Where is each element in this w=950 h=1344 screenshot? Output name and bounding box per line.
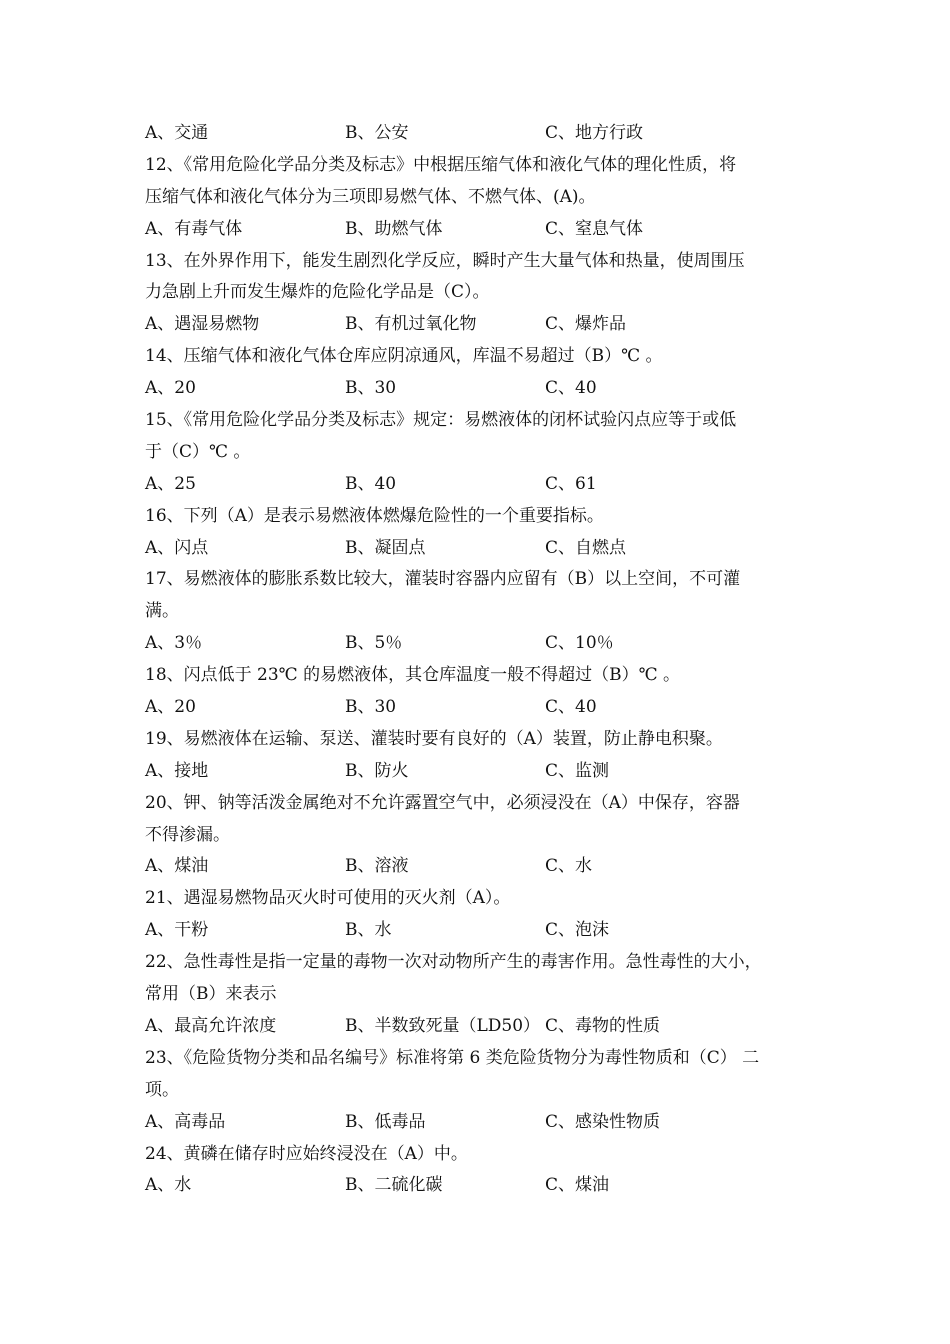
option-c: C、毒物的性质 <box>545 1015 661 1036</box>
option-a: A、煤油 <box>145 856 209 877</box>
option-b: B、公安 <box>345 123 409 143</box>
option-c: C、水 <box>545 856 593 877</box>
option-c: C、监测 <box>545 760 610 781</box>
option-a: A、25 <box>145 473 196 494</box>
answer-options-row <box>145 373 812 405</box>
option-b: B、二硫化碳 <box>345 1175 443 1196</box>
answer-options-row <box>145 214 812 246</box>
option-c: C、爆炸品 <box>545 314 627 335</box>
option-a: A、交通 <box>145 123 209 143</box>
question-text-line: 15、《常用危险化学品分类及标志》规定：易燃液体的闭杯试验闪点应等于或低 <box>145 410 737 431</box>
option-b: B、30 <box>345 697 397 718</box>
option-a: A、20 <box>145 378 196 399</box>
option-c: C、61 <box>545 473 597 494</box>
option-a: A、闪点 <box>145 537 209 558</box>
answer-options-row <box>145 1107 812 1139</box>
answer-options-row <box>145 628 812 660</box>
option-b: B、40 <box>345 473 397 494</box>
question-list <box>145 118 812 1202</box>
question-text-line: 于（C）℃ 。 <box>145 441 251 462</box>
question-text-line: 不得渗漏。 <box>145 824 230 845</box>
answer-options-row <box>145 1011 812 1043</box>
question-text-line: 项。 <box>145 1079 179 1100</box>
option-a: A、接地 <box>145 760 209 781</box>
question-text-line: 力急剧上升而发生爆炸的危险化学品是（C）。 <box>145 282 490 303</box>
question-text-line: 21、遇湿易燃物品灭火时可使用的灭火剂（A）。 <box>145 888 511 909</box>
option-c: C、感染性物质 <box>545 1111 661 1132</box>
answer-options-row <box>145 851 812 883</box>
option-c: C、40 <box>545 697 597 718</box>
question-text-line: 17、易燃液体的膨胀系数比较大，灌装时容器内应留有（B）以上空间，不可灌 <box>145 569 741 590</box>
option-c: C、10％ <box>545 633 614 654</box>
question-text-line: 12、《常用危险化学品分类及标志》中根据压缩气体和液化气体的理化性质，将 <box>145 154 737 175</box>
option-c: C、40 <box>545 378 597 399</box>
question-text-line: 23、《危险货物分类和品名编号》标准将第 6 类危险货物分为毒性物质和（C） 二 <box>145 1047 760 1068</box>
answer-options-row <box>145 1170 812 1202</box>
option-b: B、水 <box>345 920 392 941</box>
question-text-line: 19、易燃液体在运输、泵送、灌装时要有良好的（A）装置，防止静电积聚。 <box>145 728 723 749</box>
option-c: C、自燃点 <box>545 537 627 558</box>
answer-options-row <box>145 118 812 150</box>
option-b: B、溶液 <box>345 856 409 877</box>
answer-options-row <box>145 915 812 947</box>
answer-options-row <box>145 533 812 565</box>
option-b: B、有机过氧化物 <box>345 314 477 335</box>
question-text-line: 13、在外界作用下，能发生剧烈化学反应，瞬时产生大量气体和热量，使周围压 <box>145 250 745 271</box>
option-c: C、窒息气体 <box>545 218 644 239</box>
question-text-line: 22、急性毒性是指一定量的毒物一次对动物所产生的毒害作用。急性毒性的大小， <box>145 952 762 973</box>
option-a: A、水 <box>145 1175 192 1196</box>
option-c: C、泡沫 <box>545 920 610 941</box>
option-b: B、半数致死量（LD50） <box>345 1015 541 1036</box>
answer-options-row <box>145 309 812 341</box>
question-text-line: 常用（B）来表示 <box>145 984 277 1005</box>
option-c: C、煤油 <box>545 1175 610 1196</box>
question-text-line: 16、下列（A）是表示易燃液体燃爆危险性的一个重要指标。 <box>145 505 604 526</box>
option-a: A、干粉 <box>145 920 209 941</box>
answer-options-row <box>145 692 812 724</box>
option-b: B、凝固点 <box>345 537 426 558</box>
option-a: A、高毒品 <box>145 1111 226 1132</box>
question-text-line: 压缩气体和液化气体分为三项即易燃气体、不燃气体、(A)。 <box>145 186 596 207</box>
question-text-line: 18、闪点低于 23℃ 的易燃液体，其仓库温度一般不得超过（B）℃ 。 <box>145 665 681 686</box>
option-b: B、低毒品 <box>345 1111 426 1132</box>
question-text-line: 20、钾、钠等活泼金属绝对不允许露置空气中，必须浸没在（A）中保存，容器 <box>145 792 740 813</box>
option-c: C、地方行政 <box>545 123 644 143</box>
answer-options-row <box>145 469 812 501</box>
option-b: B、5％ <box>345 633 403 654</box>
option-a: A、3％ <box>145 633 203 654</box>
option-a: A、20 <box>145 697 196 718</box>
option-a: A、遇湿易燃物 <box>145 314 260 335</box>
option-b: B、助燃气体 <box>345 218 443 239</box>
answer-options-row <box>145 756 812 788</box>
question-text-line: 14、压缩气体和液化气体仓库应阴凉通风，库温不易超过（B）℃ 。 <box>145 346 663 367</box>
question-text-line: 24、黄磷在储存时应始终浸没在（A）中。 <box>145 1143 468 1164</box>
option-a: A、有毒气体 <box>145 218 243 239</box>
question-text-line: 满。 <box>145 601 179 622</box>
option-b: B、30 <box>345 378 397 399</box>
option-a: A、最高允许浓度 <box>145 1015 277 1036</box>
option-b: B、防火 <box>345 760 409 781</box>
